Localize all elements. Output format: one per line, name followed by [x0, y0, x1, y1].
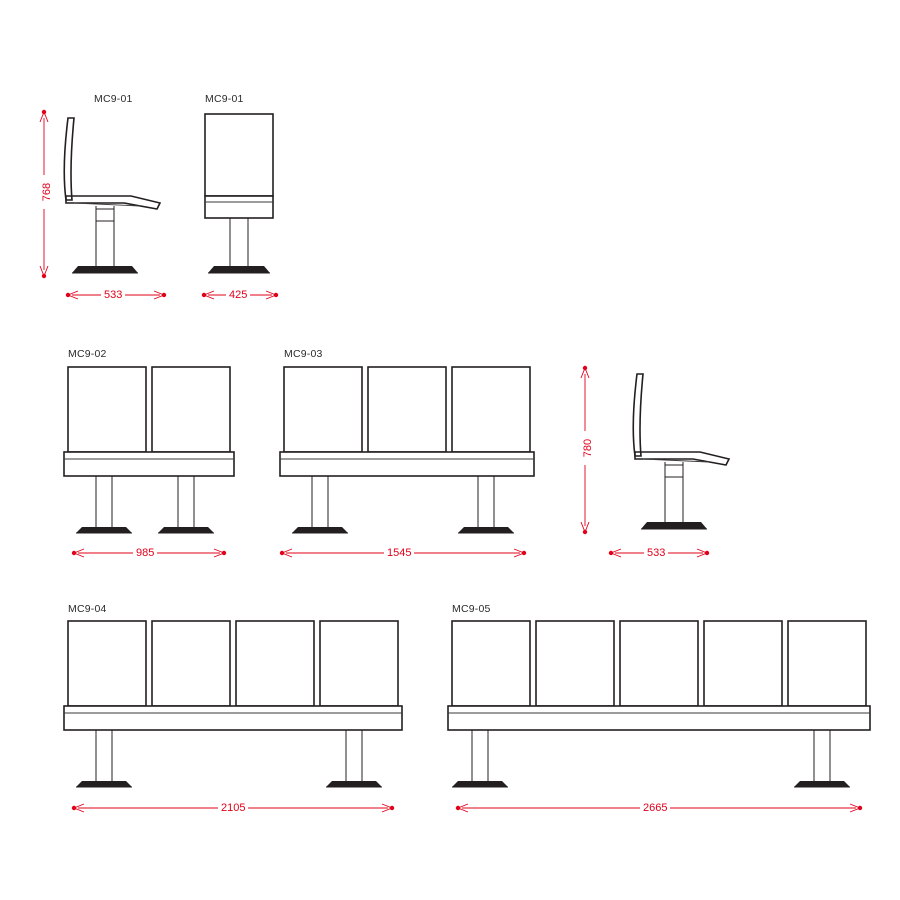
label-mc9-01-front: MC9-01 [205, 93, 244, 105]
dimension-text-2105: 2105 [218, 802, 248, 814]
dimension-text-768: 768 [41, 175, 53, 209]
bench-mc9-02 [64, 367, 234, 533]
dimension-text-985: 985 [133, 547, 157, 559]
bench-mc9-04 [64, 621, 402, 787]
chair-mc9-01-front-view [205, 114, 273, 273]
dimension-text-425: 425 [226, 289, 250, 301]
chair-mc9-01-side-view [64, 118, 160, 273]
bench-mc9-03 [280, 367, 534, 533]
label-mc9-04: MC9-04 [68, 603, 107, 615]
label-mc9-01-side: MC9-01 [94, 93, 133, 105]
chair-side-view-780 [633, 374, 729, 529]
bench-mc9-05 [448, 621, 870, 787]
dimension-text-1545: 1545 [384, 547, 414, 559]
dimension-text-533-mid: 533 [644, 547, 668, 559]
label-mc9-05: MC9-05 [452, 603, 491, 615]
dimension-text-2665: 2665 [640, 802, 670, 814]
label-mc9-02: MC9-02 [68, 348, 107, 360]
dimension-text-533-top: 533 [101, 289, 125, 301]
label-mc9-03: MC9-03 [284, 348, 323, 360]
dimension-text-780: 780 [582, 431, 594, 465]
